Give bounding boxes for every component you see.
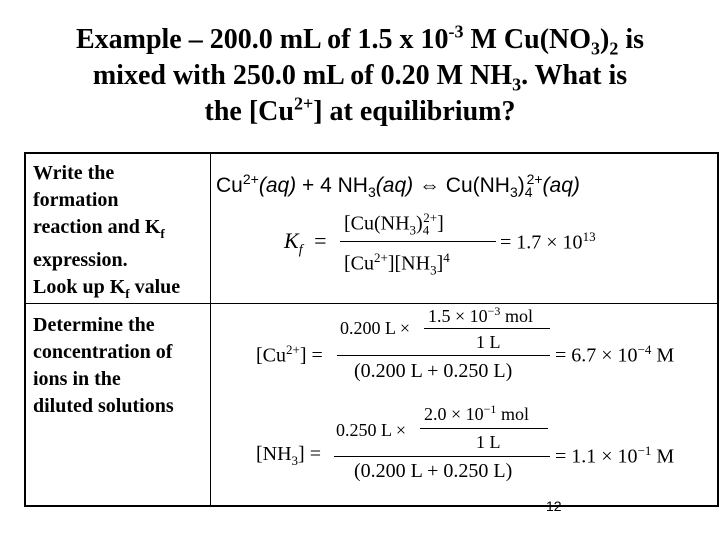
kf-num-text: ): [416, 212, 423, 235]
instruction-line: Determine the: [33, 314, 155, 336]
instruction-line: Write the: [33, 162, 115, 184]
nh3-outer-denominator: (0.200 L + 0.250 L): [354, 460, 513, 482]
kf-num-text: [Cu(NH: [344, 212, 410, 235]
reaction-state: (aq): [375, 174, 414, 197]
cu-result-unit: M: [651, 344, 675, 367]
instruction-line: formation: [33, 189, 119, 211]
kf-fraction-bar: [340, 241, 496, 242]
cu-lhs-sup: 2+: [286, 342, 300, 357]
reaction-text: Cu(NH: [439, 174, 510, 197]
cu-outer-denominator: (0.200 L + 0.250 L): [354, 360, 513, 382]
row1-instructions: [33, 160, 180, 307]
nh3-inner-num-unit: mol: [496, 404, 529, 424]
reaction-text: ): [517, 174, 525, 197]
cu-inner-num-exp: −3: [487, 304, 501, 318]
instruction-line: diluted solutions: [33, 395, 174, 417]
formation-reaction: [216, 171, 580, 201]
kf-numerator: [344, 210, 444, 239]
nh3-inner-fraction-bar: [420, 428, 548, 429]
page-number: 12: [546, 498, 562, 514]
kf-den-sub: 3: [430, 262, 437, 278]
kf-den-text: [Cu: [344, 252, 374, 275]
cu-result-text: = 6.7 × 10: [555, 344, 638, 367]
nh3-result: [555, 443, 674, 469]
nh3-lhs-sub: 3: [291, 453, 299, 468]
kf-num-text: ]: [437, 212, 444, 235]
kf-num-sub: 3: [409, 222, 417, 238]
kf-num-sub: 4: [422, 222, 430, 238]
nh3-lhs-text: ] =: [298, 443, 321, 465]
nh3-inner-num-text: 2.0 × 10: [424, 404, 484, 424]
kf-value: [500, 229, 596, 255]
cu-lhs-text: ] =: [299, 344, 323, 367]
reaction-subscript: 3: [509, 184, 518, 201]
kf-den-text: ][NH: [387, 252, 431, 275]
kf-symbol: [284, 228, 327, 258]
cu-volume-factor: 0.200 L ×: [340, 318, 410, 338]
nh3-result-unit: M: [651, 445, 675, 468]
cu-inner-fraction-bar: [424, 328, 550, 329]
title-text: mixed with 250.0 mL of 0.20 M NH: [92, 60, 513, 91]
title-text: M Cu(NO: [463, 24, 592, 55]
title-text: the [Cu: [204, 96, 294, 127]
nh3-inner-denominator: 1 L: [476, 432, 501, 452]
reaction-subscript: 3: [367, 184, 376, 201]
instruction-text: Look up K: [33, 276, 126, 298]
instruction-line: expression.: [33, 249, 128, 271]
instruction-line: concentration of: [33, 341, 173, 363]
reaction-state: (aq): [258, 174, 297, 197]
kf-subscript: f: [298, 242, 303, 258]
nh3-lhs-text: [NH: [256, 443, 292, 465]
cu-inner-num-text: 1.5 × 10: [428, 306, 488, 326]
cu-inner-denominator: 1 L: [476, 332, 501, 352]
kf-den-text: ]: [436, 252, 444, 275]
instruction-text: value: [129, 276, 181, 298]
kf-equals: =: [314, 228, 327, 253]
title-text: ): [600, 24, 610, 55]
cu-result-exp: −4: [637, 342, 652, 357]
title-superscript: 2+: [293, 93, 314, 114]
cu-lhs: [256, 342, 323, 368]
reaction-charge: 2+: [526, 171, 543, 187]
title-subscript: 3: [591, 38, 601, 59]
instruction-line: ions in the: [33, 368, 121, 390]
row2-instructions: [33, 312, 174, 420]
kf-den-sup: 4: [443, 250, 450, 265]
cu-lhs-text: [Cu: [256, 344, 286, 367]
kf-value-text: = 1.7 × 10: [500, 231, 583, 254]
reaction-state: (aq): [542, 174, 580, 197]
kf-letter: K: [284, 228, 299, 253]
nh3-outer-fraction-bar: [334, 456, 550, 457]
instruction-line: [33, 274, 180, 307]
column-divider: [210, 152, 211, 507]
title-line-3: [0, 94, 720, 130]
title-exponent: -3: [448, 21, 464, 42]
instruction-line: [33, 214, 180, 247]
reaction-charge: 2+: [242, 171, 259, 187]
title-text: ] at equilibrium?: [313, 96, 516, 127]
title-text: . What is: [521, 60, 628, 91]
cu-outer-fraction-bar: [337, 355, 550, 356]
instruction-subscript: f: [125, 286, 130, 301]
nh3-result-exp: −1: [637, 443, 652, 458]
reaction-text: Cu: [216, 174, 243, 197]
nh3-inner-num-exp: −1: [483, 402, 497, 416]
cu-inner-num-unit: mol: [500, 306, 533, 326]
kf-value-exponent: 13: [582, 229, 596, 244]
title-subscript: 3: [512, 74, 522, 95]
title-line-1: [0, 22, 720, 58]
reaction-text: + 4 NH: [296, 174, 368, 197]
title-subscript: 2: [609, 38, 619, 59]
equilibrium-arrow-icon: ⇔: [418, 174, 440, 197]
instruction-subscript: f: [160, 226, 165, 241]
kf-den-sup: 2+: [374, 250, 388, 265]
nh3-lhs: [256, 443, 321, 469]
instruction-text: reaction and K: [33, 216, 161, 238]
reaction-subscript: 4: [524, 184, 533, 201]
nh3-volume-factor: 0.250 L ×: [336, 420, 406, 440]
title-text: Example – 200.0 mL of 1.5 x 10: [75, 24, 449, 55]
cu-result: [555, 342, 674, 368]
kf-num-sup: 2+: [423, 210, 438, 225]
slide-title: [0, 22, 720, 130]
title-text: is: [618, 24, 645, 55]
kf-denominator: [344, 250, 450, 279]
title-line-2: [0, 58, 720, 94]
nh3-result-text: = 1.1 × 10: [555, 445, 638, 468]
